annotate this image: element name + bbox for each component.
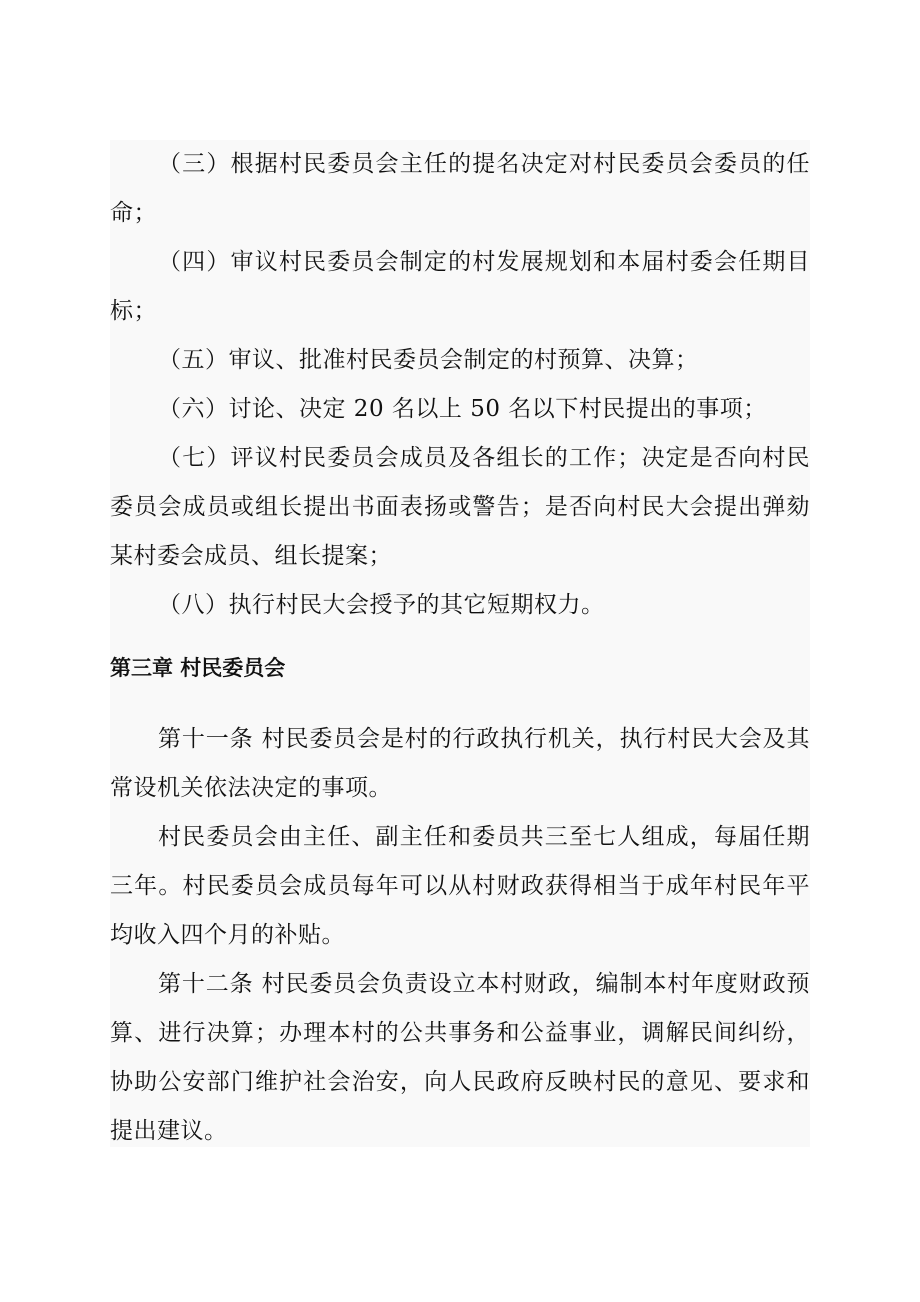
article-11: 第十一条 村民委员会是村的行政执行机关，执行村民大会及其常设机关依法决定的事项。 — [110, 726, 810, 801]
clause-3: （三）根据村民委员会主任的提名决定对村民委员会委员的任命； — [110, 151, 810, 226]
clause-8: （八）执行村民大会授予的其它短期权力。 — [158, 592, 605, 618]
clause-4: （四）审议村民委员会制定的村发展规划和本届村委会任期目标； — [110, 249, 810, 324]
document-body — [110, 140, 810, 1147]
article-12: 第十二条 村民委员会负责设立本村财政，编制本村年度财政预算、进行决算；办理本村的公共事务和公益事业，调解民间纠纷，协助公安部门维护社会治安，向人民政府反映村民的意见、要求和提出建议。 — [110, 971, 810, 1144]
clause-6: （六）讨论、决定 20 名以上 50 名以下村民提出的事项； — [158, 396, 767, 422]
chapter-heading: 第三章 村民委员会 — [110, 656, 286, 680]
clause-7: （七）评议村民委员会成员及各组长的工作；决定是否向村民委员会成员或组长提出书面表扬或警告；是否向村民大会提出弹劾某村委会成员、组长提案； — [110, 445, 810, 569]
clause-5: （五）审议、批准村民委员会制定的村预算、决算； — [158, 347, 699, 373]
article-11-paragraph-2: 村民委员会由主任、副主任和委员共三至七人组成，每届任期三年。村民委员会成员每年可以从村财政获得相当于成年村民年平均收入四个月的补贴。 — [110, 824, 810, 948]
